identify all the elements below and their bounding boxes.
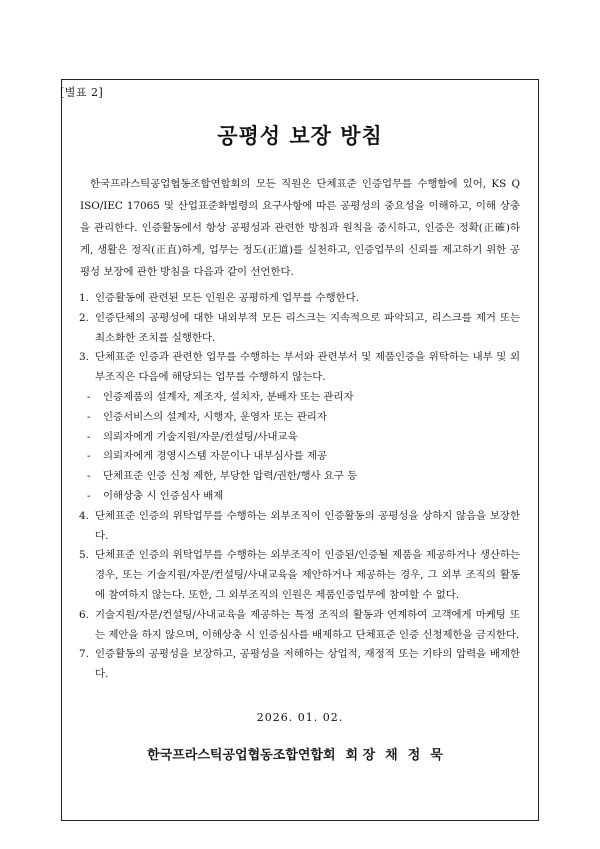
item-number: 7. (79, 648, 89, 661)
item-number: 1. (79, 292, 89, 304)
item-number: - (87, 450, 91, 463)
item-text: 의뢰자에게 경영시스템 자문이나 내부심사를 제공 (103, 450, 327, 463)
item-text: 인증서비스의 설계자, 시행자, 운영자 또는 관리자 (103, 410, 327, 423)
issue-date: 2026. 01. 02. (256, 711, 344, 724)
signature-line (0, 744, 600, 763)
list-item (79, 546, 520, 605)
item-number: 2. (79, 311, 89, 324)
list-item (79, 348, 520, 388)
list-item (79, 606, 520, 646)
item-text: 인증단체의 공평성에 대한 내외부적 모든 리스크는 지속적으로 파악되고, 리스크를 제거 또는 최소화한 조치를 실행한다. (95, 311, 520, 344)
item-number: - (87, 410, 91, 423)
organization-name: 한국프라스틱공업협동조합연합회 (147, 748, 336, 763)
item-text: 이해상충 시 인증심사 배제 (103, 489, 224, 502)
list-item (79, 388, 520, 408)
item-text: 의뢰자에게 기술지원/자문/컨설팅/사내교육 (103, 430, 298, 443)
intro-paragraph: 한국프라스틱공업협동조합연합회의 모든 직원은 단체표준 인증업무를 수행함에 있어, KS Q ISO/IEC 17065 및 산업표준화법령의 요구사항에 따른 공평성의 중요성을 이해하고, 이해 상충을 관리한다. 인증활동에서 항상 공평성과 관련한 방침과 원칙을 중시하고, 인증은 정확(正確)하게, 생활은 정직(正直)하게, 업무는 정도(正道)를 실천하고, 인증업무의 신뢰를 제고하기 위한 공평성 보장에 관한 방침을 다음과 같이 선언한다. (80, 178, 520, 278)
item-text: 기술지원/자문/컨설팅/사내교육을 제공하는 특정 조직의 활동과 연계하여 고객에게 마케팅 또는 제안을 하지 않으며, 이해상충 시 인증심사를 배제하고 단체표준 인증 신청제한을 금지한다. (95, 608, 520, 641)
policy-list (79, 289, 520, 685)
item-number: 5. (79, 549, 89, 562)
list-item (79, 507, 520, 547)
list-item (79, 408, 520, 428)
list-item (79, 645, 520, 685)
signer-name: 채정묵 (385, 748, 453, 763)
list-item (79, 447, 520, 467)
page-title: 공평성 보장 방침 (217, 124, 383, 148)
item-number: - (87, 430, 91, 443)
list-item (79, 289, 520, 309)
item-text: 단체표준 인증의 위탁업무를 수행하는 외부조직이 인증된/인증될 제품을 제공하거나 생산하는 경우, 또는 기술지원/자문/컨설팅/사내교육을 제안하거나 제공하는 경우, 그 외부 조직의 활동에 참여하지 않는다. 또한, 그 외부조직의 인원은 제품인증업무에 참여할 수 없다. (95, 549, 520, 601)
signer-position: 회 장 (345, 748, 376, 763)
item-number: - (87, 390, 91, 403)
item-text: 인증활동의 공평성을 보장하고, 공평성을 저해하는 상업적, 재정적 또는 기타의 압력을 배제한다. (95, 648, 520, 681)
item-text: 인증제품의 설계자, 제조자, 설치자, 분배자 또는 관리자 (103, 390, 354, 403)
list-item (79, 428, 520, 448)
appendix-tag: [별표 2] (60, 86, 104, 99)
list-item (79, 487, 520, 507)
item-number: 6. (79, 608, 89, 621)
item-text: 단체표준 인증 신청 제한, 부당한 압력/권한/행사 요구 등 (103, 470, 358, 483)
item-number: - (87, 470, 91, 483)
item-number: 3. (79, 351, 89, 364)
list-item (79, 309, 520, 349)
item-text: 인증활동에 관련된 모든 인원은 공평하게 업무를 수행한다. (95, 292, 360, 304)
list-item (79, 467, 520, 487)
item-text: 단체표준 인증과 관련한 업무를 수행하는 부서와 관련부서 및 제품인증을 위탁하는 내부 및 외부조직은 다음에 해당되는 업무를 수행하지 않는다. (95, 351, 520, 384)
item-text: 단체표준 인증의 위탁업무를 수행하는 외부조직이 인증활동의 공평성을 상하지 않음을 보장한다. (95, 509, 520, 542)
item-number: 4. (79, 509, 89, 522)
item-number: - (87, 489, 91, 502)
